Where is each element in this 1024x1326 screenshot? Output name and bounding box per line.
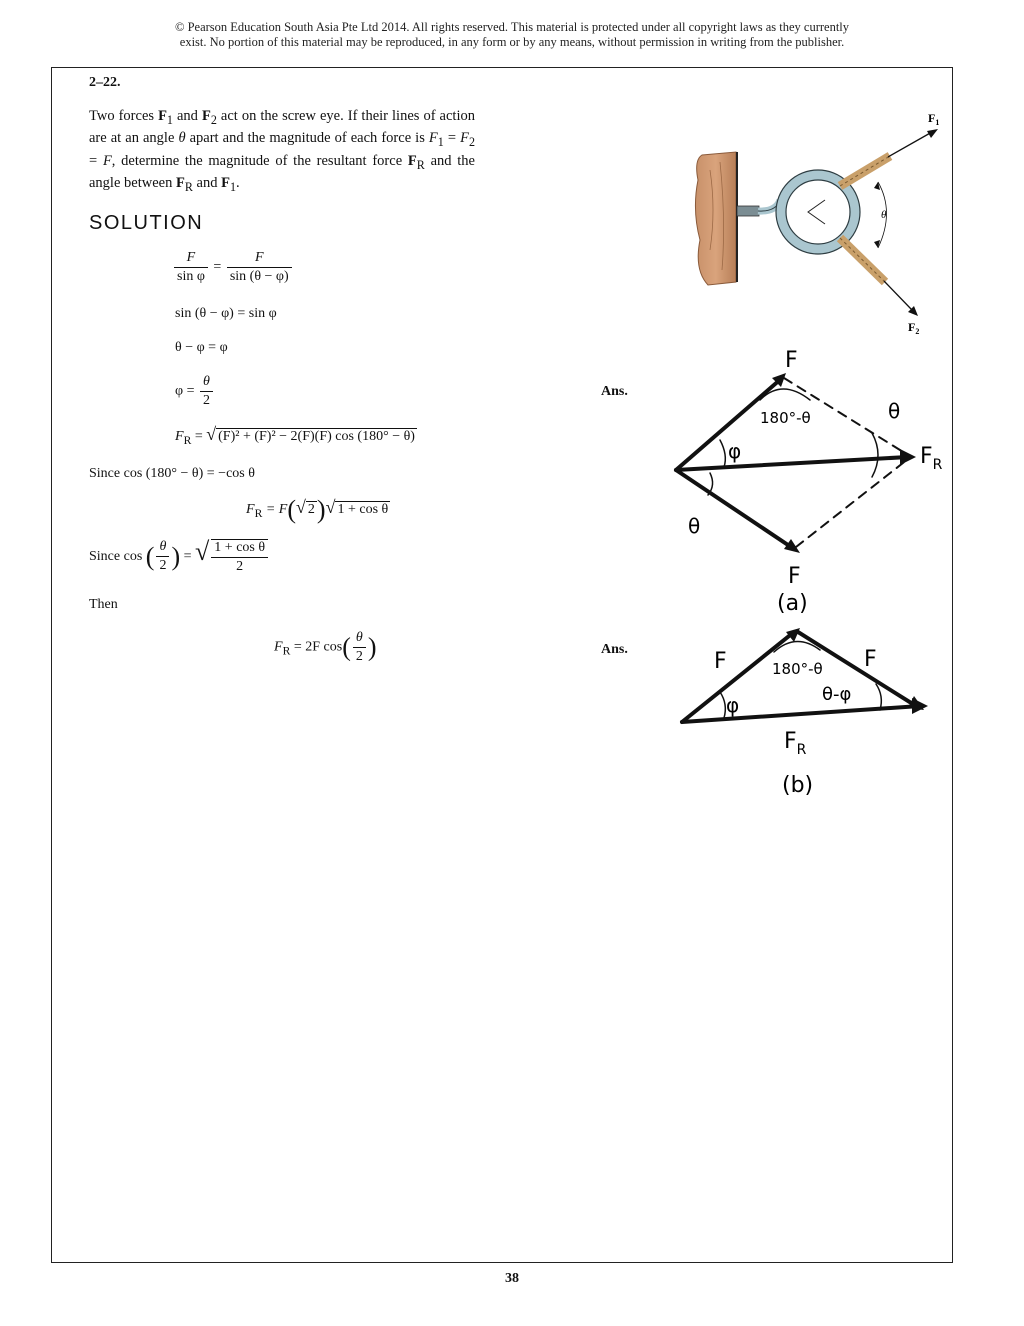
resultant-force-2-sub: R [184, 180, 193, 195]
equation-prefix: Since cos [89, 549, 143, 564]
arrowhead-fr-icon [912, 698, 928, 714]
fraction [156, 539, 169, 574]
triangle-figure-b [670, 620, 940, 805]
problem-text: , determine the magnitude of the resultant force [111, 152, 408, 169]
magnitude-f1: F [428, 130, 438, 147]
paren-open-icon: ( [287, 495, 297, 524]
radical-icon: √ [206, 424, 217, 444]
problem-text: act on the screw eye. If their lines of action are at an angle [89, 108, 475, 147]
resultant-force-sub: R [416, 157, 425, 172]
label-f-bottom: F [788, 564, 801, 589]
fraction-right [227, 250, 292, 285]
radical-icon: √ [325, 497, 336, 518]
theta-arrow-icon [874, 240, 880, 248]
equation-fr-sqrt [246, 497, 390, 523]
magnitude-f2-sub: 2 [468, 135, 475, 150]
paren-open-icon: ( [342, 632, 351, 662]
label-angle-180: 180°-θ [760, 409, 811, 427]
label-phi: φ [728, 439, 742, 463]
caption-b: (b) [782, 773, 814, 798]
equals-sign: = [183, 549, 192, 564]
angle-arc-phi [720, 440, 725, 467]
magnitude-f1-sub: 1 [437, 135, 444, 150]
then-label: Then [89, 597, 118, 612]
wood-block [695, 152, 736, 285]
fraction-num: θ [200, 374, 213, 392]
vector-fr [676, 457, 908, 470]
fraction [353, 630, 366, 665]
label-f2-text: F [908, 320, 916, 334]
problem-text: Two forces [89, 108, 159, 124]
problem-number: 2–22. [89, 75, 121, 90]
equation-fr-cosine-law [175, 424, 417, 447]
radical-icon: √ [296, 497, 306, 518]
eye-ring-inner [786, 180, 850, 244]
angle-arc-theta-phi [876, 684, 881, 710]
problem-statement [89, 107, 475, 197]
equals-sign: = [213, 259, 222, 275]
paren-open-icon: ( [145, 541, 155, 571]
label-f1-text: F [928, 111, 936, 125]
equation-half-angle [89, 537, 270, 575]
equation-2: sin (θ − φ) = sin φ [175, 306, 277, 321]
radicand: 1 + cos θ [337, 502, 389, 518]
equation-phi [175, 374, 215, 409]
force-f1-sub: 1 [166, 112, 173, 127]
label-f-top: F [785, 348, 798, 373]
fraction-num: F [174, 250, 208, 268]
fraction-den: 2 [355, 649, 363, 664]
fraction-left [174, 250, 208, 285]
equation-final [274, 630, 377, 665]
problem-text: . [235, 175, 240, 192]
problem-text: and the angle between [89, 152, 475, 192]
label-fr [784, 729, 807, 758]
vector-fr [682, 706, 920, 722]
radicand: 2 [307, 502, 315, 518]
solution-heading: SOLUTION [89, 212, 204, 234]
equation-lhs: F [274, 639, 283, 655]
problem-text: and [192, 175, 222, 192]
dashed-side-bottom [796, 459, 908, 547]
label-fr [920, 444, 943, 473]
fraction-radical [211, 539, 268, 575]
copyright-line-2: exist. No portion of this material may be reproduced, in any form or by any means, without permission in writing from the publisher. [179, 35, 845, 49]
equation-lhs: F [246, 502, 255, 518]
equals-sign: = [191, 429, 207, 444]
magnitude-f2: F [460, 130, 469, 147]
angle-vertex-marker [808, 200, 825, 224]
paren-close-icon: ) [316, 495, 326, 524]
equation-lhs: φ = [175, 383, 195, 399]
label-theta-left: θ [688, 514, 701, 538]
label-theta-right: θ [888, 399, 901, 423]
radicand: (F)² + (F)² − 2(F)(F) cos (180° − θ) [218, 429, 415, 444]
label-f1-sub: 1 [935, 118, 940, 127]
equation-lhs-sub: R [282, 644, 291, 658]
force-f2: F [201, 108, 211, 124]
label-phi: φ [726, 693, 740, 717]
fraction-num: F [227, 250, 292, 268]
fraction-num: θ [156, 539, 169, 557]
resultant-force: F [407, 152, 417, 169]
equation-mid: = 2F cos [290, 639, 343, 655]
label-theta-phi: θ-φ [822, 684, 852, 705]
angle-arc-phi [720, 692, 725, 718]
label-fr-sub: R [932, 457, 943, 473]
caption-a: (a) [777, 591, 808, 616]
answer-label: Ans. [601, 642, 628, 657]
label-f2-sub: 2 [915, 327, 920, 336]
force-f1: F [158, 108, 167, 124]
label-f2 [908, 320, 919, 336]
angle-arc-theta-right [872, 433, 878, 477]
label-f-left: F [714, 649, 727, 674]
force-f2-line [884, 281, 912, 310]
label-theta: θ [881, 209, 887, 221]
equation-3: θ − φ = φ [175, 340, 228, 355]
theta-symbol: θ [178, 130, 186, 147]
arrowhead-fr-icon [900, 449, 916, 465]
parallelogram-figure-a [660, 345, 950, 620]
screw-eye-figure [680, 100, 950, 350]
force-f1-line [888, 132, 932, 157]
equation-mid: = F [262, 502, 288, 518]
fraction-den: 2 [202, 393, 210, 408]
label-angle-180: 180°-θ [772, 660, 823, 678]
copyright-notice [0, 20, 1024, 50]
label-f1 [928, 111, 939, 127]
page-number: 38 [505, 1271, 519, 1286]
fraction-num: 1 + cos θ [211, 540, 268, 558]
equation-lhs-sub: R [254, 507, 263, 521]
radical-icon: √ [195, 537, 210, 566]
equation-lhs-sub: R [183, 433, 192, 447]
paren-close-icon: ) [367, 632, 377, 662]
label-fr-sub: R [796, 742, 807, 758]
resultant-force-2: F [175, 175, 185, 192]
problem-text: = [89, 152, 103, 169]
equation-since-cos: Since cos (180° − θ) = −cos θ [89, 466, 255, 481]
label-fr-text: F [920, 444, 933, 469]
fraction-den: sin φ [177, 269, 205, 284]
problem-text: and [172, 108, 202, 124]
fraction-num: θ [353, 630, 366, 648]
problem-text: apart and the magnitude of each force is [185, 130, 429, 147]
screw-shank [737, 206, 759, 216]
answer-label: Ans. [601, 384, 628, 399]
problem-text: = [443, 130, 461, 147]
equation-lhs: F [175, 429, 184, 444]
force-f1-b-sub: 1 [229, 180, 236, 195]
fraction-den: sin (θ − φ) [229, 269, 289, 284]
fraction [200, 374, 213, 409]
force-f2-sub: 2 [210, 112, 217, 127]
paren-close-icon: ) [171, 541, 181, 571]
force-f1-b: F [221, 175, 230, 192]
magnitude-f: F [102, 152, 112, 169]
copyright-line-1: © Pearson Education South Asia Pte Ltd 2014. All rights reserved. This material is protected under all copyright laws as they currently [174, 20, 850, 34]
fraction-den: 2 [236, 558, 244, 574]
equation-sine-law [172, 250, 294, 285]
f1-arrowhead-icon [927, 129, 938, 138]
label-f-right: F [864, 647, 877, 672]
label-fr-text: F [784, 729, 797, 754]
fraction-den: 2 [159, 558, 167, 574]
